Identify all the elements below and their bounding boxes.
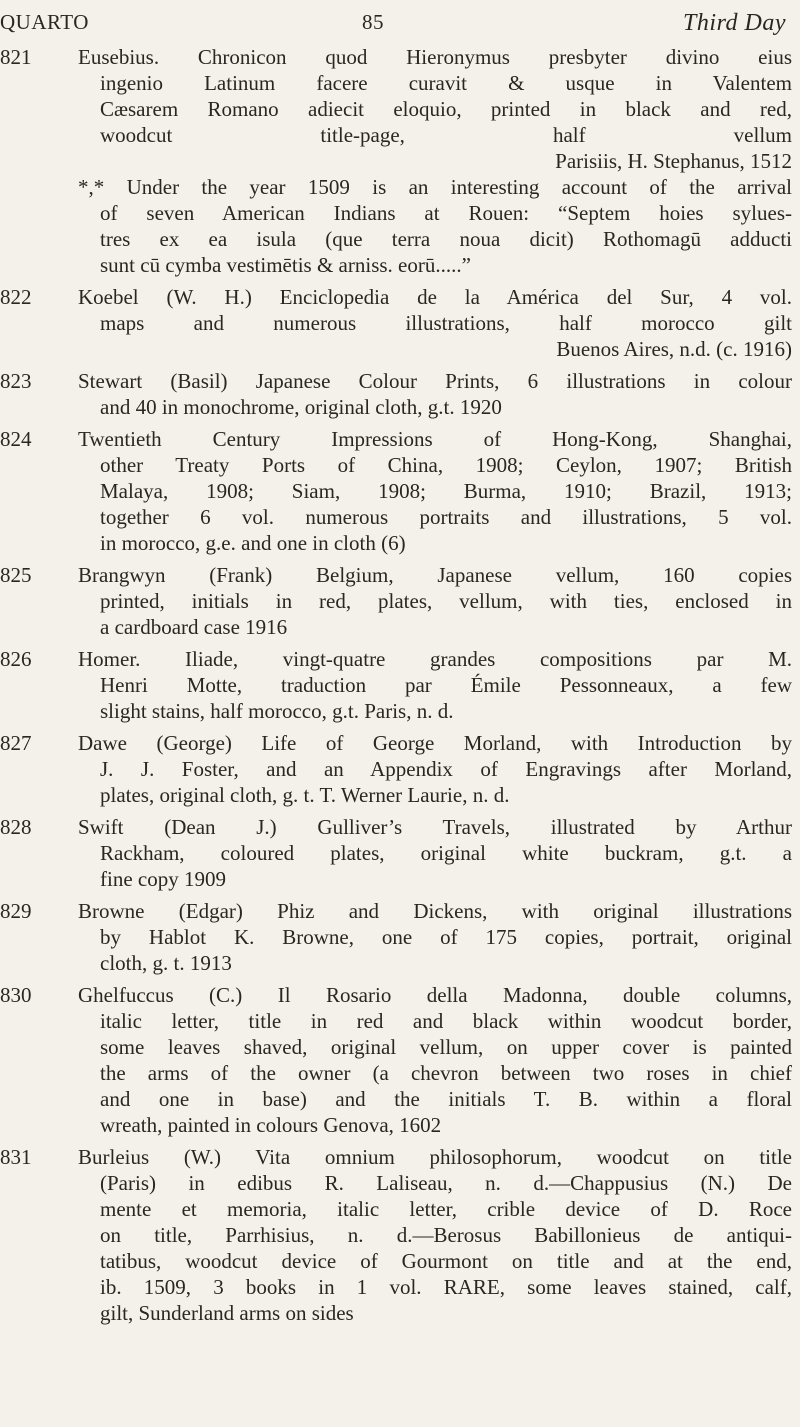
lot-number: 824 xyxy=(0,427,32,451)
description-line: Browne (Edgar) Phiz and Dickens, with original illustrations xyxy=(78,899,792,923)
lot-number: 827 xyxy=(0,731,32,755)
lot-description xyxy=(78,982,792,1138)
lot-entry xyxy=(0,982,800,1138)
description-line: some leaves shaved, original vellum, on upper cover is painted xyxy=(100,1035,792,1059)
description-line: Eusebius. Chronicon quod Hieronymus presbyter divino eius xyxy=(78,45,792,69)
description-line: Henri Motte, traduction par Émile Pessonneaux, a few xyxy=(100,673,792,697)
lot-description xyxy=(78,1144,792,1326)
description-line: Ghelfuccus (C.) Il Rosario della Madonna, double columns, xyxy=(78,983,792,1007)
description-line: and 40 in monochrome, original cloth, g.t. 1920 xyxy=(100,395,502,419)
lot-description xyxy=(78,730,792,808)
lot-entry xyxy=(0,814,800,892)
lot-number: 823 xyxy=(0,369,32,393)
lot-description xyxy=(78,898,792,976)
description-line: mente et memoria, italic letter, crible device of D. Roce xyxy=(100,1197,792,1221)
lot-entry xyxy=(0,368,800,420)
description-line: Twentieth Century Impressions of Hong-Kong, Shanghai, xyxy=(78,427,792,451)
description-line: cloth, g. t. 1913 xyxy=(100,951,232,975)
lot-description xyxy=(78,368,792,420)
description-line: printed, initials in red, plates, vellum, with ties, enclosed in xyxy=(100,589,792,613)
description-line: a cardboard case 1916 xyxy=(100,615,288,639)
lot-list xyxy=(0,44,800,1332)
description-line: Homer. Iliade, vingt-quatre grandes compositions par M. xyxy=(78,647,792,671)
description-line: ib. 1509, 3 books in 1 vol. RARE, some leaves stained, calf, xyxy=(100,1275,792,1299)
description-line: wreath, painted in colours Genova, 1602 xyxy=(100,1113,442,1137)
description-line: fine copy 1909 xyxy=(100,867,226,891)
page-number: 85 xyxy=(362,10,384,34)
lot-number: 829 xyxy=(0,899,32,923)
day-label: Third Day xyxy=(683,10,786,36)
description-line: Dawe (George) Life of George Morland, with Introduction by xyxy=(78,731,792,755)
description-line: sunt cū cymba vestimētis & arniss. eorū.....” xyxy=(100,253,471,277)
description-line: maps and numerous illustrations, half morocco gilt xyxy=(100,311,792,335)
description-line: gilt, Sunderland arms on sides xyxy=(100,1301,354,1325)
description-line: the arms of the owner (a chevron between two roses in chief xyxy=(100,1061,792,1085)
description-line: woodcut title-page, half vellum xyxy=(100,123,792,147)
description-line: italic letter, title in red and black within woodcut border, xyxy=(100,1009,792,1033)
description-line: Malaya, 1908; Siam, 1908; Burma, 1910; Brazil, 1913; xyxy=(100,479,792,503)
description-line: by Hablot K. Browne, one of 175 copies, portrait, original xyxy=(100,925,792,949)
lot-entry xyxy=(0,730,800,808)
description-line: plates, original cloth, g. t. T. Werner Laurie, n. d. xyxy=(100,783,510,807)
lot-description xyxy=(78,646,792,724)
lot-number: 826 xyxy=(0,647,32,671)
description-line: Buenos Aires, n.d. (c. 1916) xyxy=(556,337,792,361)
lot-entry xyxy=(0,646,800,724)
description-line: tres ex ea isula (que terra noua dicit) Rothomagū adducti xyxy=(100,227,792,251)
description-line: other Treaty Ports of China, 1908; Ceylon, 1907; British xyxy=(100,453,792,477)
lot-entry xyxy=(0,44,800,278)
section-title: QUARTO xyxy=(0,10,89,34)
description-line: Parisiis, H. Stephanus, 1512 xyxy=(555,149,792,173)
lot-entry xyxy=(0,426,800,556)
lot-number: 831 xyxy=(0,1145,32,1169)
description-line: J. J. Foster, and an Appendix of Engravings after Morland, xyxy=(100,757,792,781)
lot-entry xyxy=(0,898,800,976)
description-line: together 6 vol. numerous portraits and illustrations, 5 vol. xyxy=(100,505,792,529)
lot-description xyxy=(78,814,792,892)
lot-number: 822 xyxy=(0,285,32,309)
description-line: tatibus, woodcut device of Gourmont on title and at the end, xyxy=(100,1249,792,1273)
description-line: (Paris) in edibus R. Laliseau, n. d.—Chappusius (N.) De xyxy=(100,1171,792,1195)
lot-number: 821 xyxy=(0,45,32,69)
lot-entry xyxy=(0,1144,800,1326)
lot-description xyxy=(78,284,792,362)
description-line: in morocco, g.e. and one in cloth (6) xyxy=(100,531,406,555)
page-header xyxy=(0,10,800,40)
lot-entry xyxy=(0,284,800,362)
description-line: Rackham, coloured plates, original white buckram, g.t. a xyxy=(100,841,792,865)
lot-description xyxy=(78,426,792,556)
description-line: slight stains, half morocco, g.t. Paris, n. d. xyxy=(100,699,454,723)
description-line: ingenio Latinum facere curavit & usque in Valentem xyxy=(100,71,792,95)
description-line: Burleius (W.) Vita omnium philosophorum, woodcut on title xyxy=(78,1145,792,1169)
description-line: on title, Parrhisius, n. d.—Berosus Babillonieus de antiqui- xyxy=(100,1223,792,1247)
description-line: Swift (Dean J.) Gulliver’s Travels, illustrated by Arthur xyxy=(78,815,792,839)
description-line: of seven American Indians at Rouen: “Septem hoies sylues- xyxy=(100,201,792,225)
description-line: Brangwyn (Frank) Belgium, Japanese vellum, 160 copies xyxy=(78,563,792,587)
lot-number: 830 xyxy=(0,983,32,1007)
lot-entry xyxy=(0,562,800,640)
description-line: Koebel (W. H.) Enciclopedia de la América del Sur, 4 vol. xyxy=(78,285,792,309)
description-line: Stewart (Basil) Japanese Colour Prints, 6 illustrations in colour xyxy=(78,369,792,393)
description-line: *,* Under the year 1509 is an interesting account of the arrival xyxy=(78,175,792,199)
lot-description xyxy=(78,44,792,278)
description-line: Cæsarem Romano adiecit eloquio, printed in black and red, xyxy=(100,97,792,121)
description-line: and one in base) and the initials T. B. within a floral xyxy=(100,1087,792,1111)
lot-description xyxy=(78,562,792,640)
lot-number: 825 xyxy=(0,563,32,587)
lot-number: 828 xyxy=(0,815,32,839)
